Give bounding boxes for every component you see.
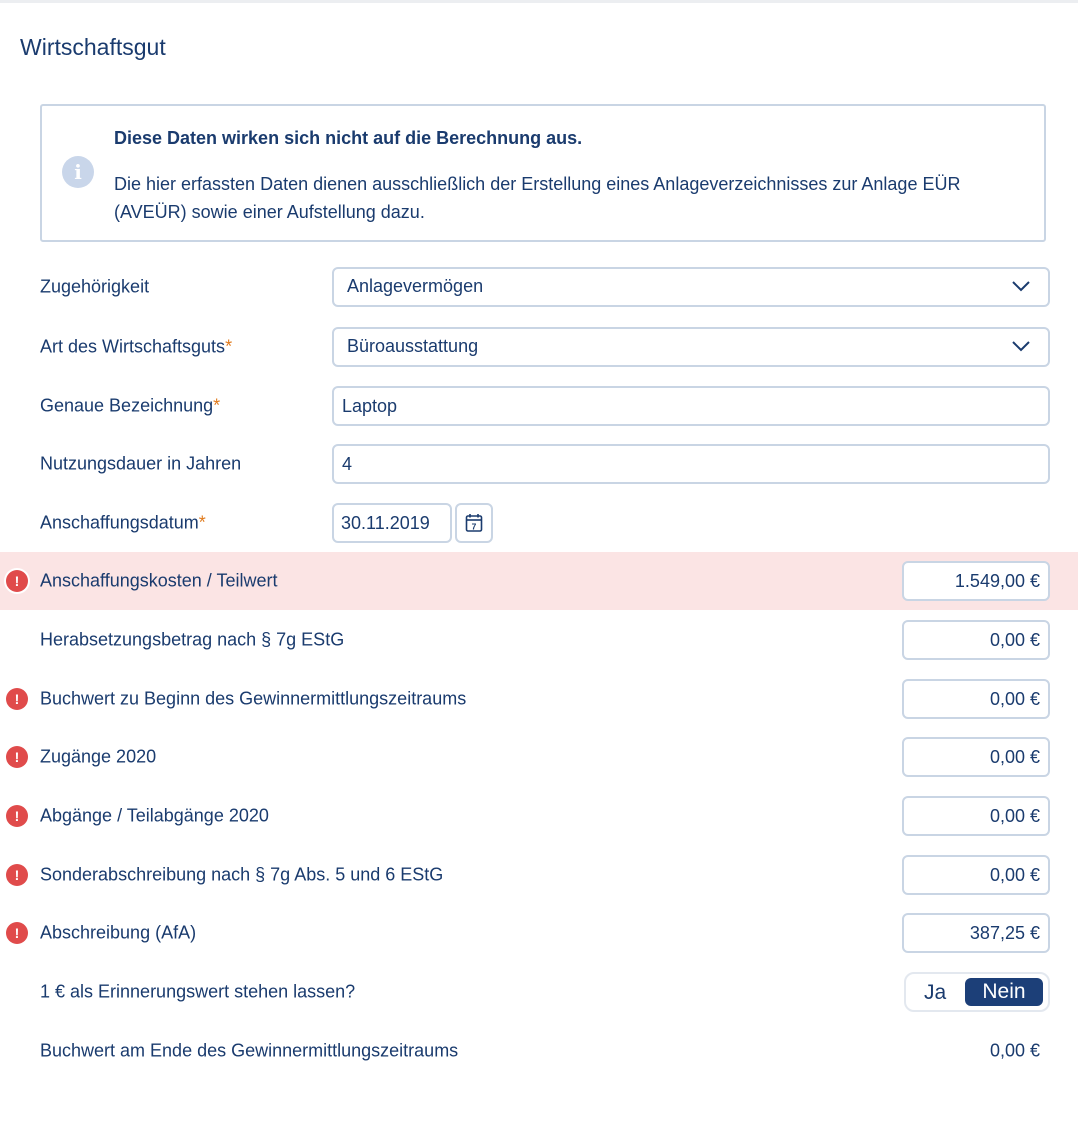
art-value: Büroausstattung [347, 336, 479, 356]
amount-row-abgaenge [0, 787, 1078, 845]
anschaffungsdatum-value: 30.11.2019 [341, 513, 430, 533]
error-icon: ! [6, 688, 28, 710]
abschreibung-label: Abschreibung (AfA) [40, 922, 197, 943]
required-marker: * [213, 395, 221, 416]
zugehoerigkeit-label: Zugehörigkeit [40, 276, 150, 297]
erinnerungswert-label: 1 € als Erinnerungswert stehen lassen? [40, 981, 356, 1002]
info-text: Die hier erfassten Daten dienen ausschließlich der Erstellung eines Anlageverzeichnisses zur Anlage EÜR (AVEÜR) sowie einer Aufstellung dazu. [114, 174, 961, 222]
zugaenge-label: Zugänge 2020 [40, 746, 157, 767]
herabsetzung-label: Herabsetzungsbetrag nach § 7g EStG [40, 629, 345, 650]
buchwert-beginn-value: 0,00 € [989, 689, 1040, 709]
buchwert-ende-value: 0,00 € [989, 1040, 1040, 1061]
chevron-down-icon [1012, 279, 1030, 293]
toggle-option-ja[interactable]: Ja [924, 981, 947, 1004]
info-title: Diese Daten wirken sich nicht auf die Berechnung aus. [114, 128, 583, 148]
nutzungsdauer-value: 4 [342, 454, 353, 474]
toggle-option-nein[interactable]: Nein [965, 978, 1043, 1006]
anschaffungskosten-label: Anschaffungskosten / Teilwert [40, 570, 278, 591]
info-icon: i [62, 156, 94, 188]
bezeichnung-label: Genaue Bezeichnung* [40, 395, 221, 416]
amount-row-zugaenge [0, 728, 1078, 786]
required-marker: * [198, 512, 206, 533]
buchwert-ende-label: Buchwert am Ende des Gewinnermittlungszeitraums [40, 1040, 459, 1061]
erinnerungswert-toggle[interactable] [904, 972, 1050, 1012]
herabsetzung-input[interactable] [902, 620, 1050, 660]
form-row-bezeichnung [0, 377, 1078, 435]
buchwert-beginn-input[interactable] [902, 679, 1050, 719]
calendar-day: 7 [471, 521, 477, 532]
page-title: Wirtschaftsgut [20, 34, 166, 60]
abschreibung-value: 387,25 € [969, 923, 1040, 943]
amount-row-buchwert-beginn [0, 670, 1078, 728]
amount-row-herabsetzung [0, 611, 1078, 669]
bezeichnung-value: Laptop [342, 396, 398, 416]
anschaffungsdatum-input[interactable] [332, 503, 452, 543]
anschaffungsdatum-label: Anschaffungsdatum* [40, 512, 206, 533]
buchwert-ende-row [0, 1022, 1078, 1080]
error-icon: ! [6, 864, 28, 886]
error-icon: ! [6, 570, 28, 592]
error-icon: ! [6, 746, 28, 768]
top-divider [0, 0, 1078, 3]
herabsetzung-value: 0,00 € [989, 630, 1040, 650]
calendar-button[interactable] [455, 503, 493, 543]
abgaenge-input[interactable] [902, 796, 1050, 836]
nutzungsdauer-input[interactable] [332, 444, 1050, 484]
anschaffungskosten-input[interactable] [902, 561, 1050, 601]
form-row-anschaffungsdatum [0, 494, 1078, 552]
buchwert-beginn-label: Buchwert zu Beginn des Gewinnermittlungszeitraums [40, 688, 467, 709]
error-icon: ! [6, 805, 28, 827]
nutzungsdauer-label: Nutzungsdauer in Jahren [40, 453, 242, 474]
zugaenge-input[interactable] [902, 737, 1050, 777]
anschaffungskosten-value: 1.549,00 € [954, 571, 1040, 591]
erinnerungswert-row [0, 963, 1078, 1021]
chevron-down-icon [1012, 339, 1030, 353]
zugehoerigkeit-value: Anlagevermögen [347, 276, 484, 296]
amount-row-abschreibung [0, 904, 1078, 962]
amount-row-sonderabschreibung [0, 846, 1078, 904]
abschreibung-input[interactable] [902, 913, 1050, 953]
abgaenge-value: 0,00 € [989, 806, 1040, 826]
bezeichnung-input[interactable] [332, 386, 1050, 426]
form-row-nutzungsdauer [0, 435, 1078, 493]
info-notice [40, 104, 1046, 242]
art-select[interactable] [332, 327, 1050, 367]
sonderabschreibung-value: 0,00 € [989, 865, 1040, 885]
form-row-zugehoerigkeit [0, 258, 1078, 316]
required-marker: * [225, 336, 233, 357]
zugaenge-value: 0,00 € [989, 747, 1040, 767]
zugehoerigkeit-select[interactable] [332, 267, 1050, 307]
art-label: Art des Wirtschaftsguts* [40, 336, 233, 357]
abgaenge-label: Abgänge / Teilabgänge 2020 [40, 805, 269, 826]
error-icon: ! [6, 922, 28, 944]
sonderabschreibung-label: Sonderabschreibung nach § 7g Abs. 5 und 6 EStG [40, 864, 444, 885]
form-row-art [0, 318, 1078, 376]
calendar-icon [465, 513, 483, 533]
sonderabschreibung-input[interactable] [902, 855, 1050, 895]
amount-row-anschaffungskosten [0, 552, 1078, 610]
